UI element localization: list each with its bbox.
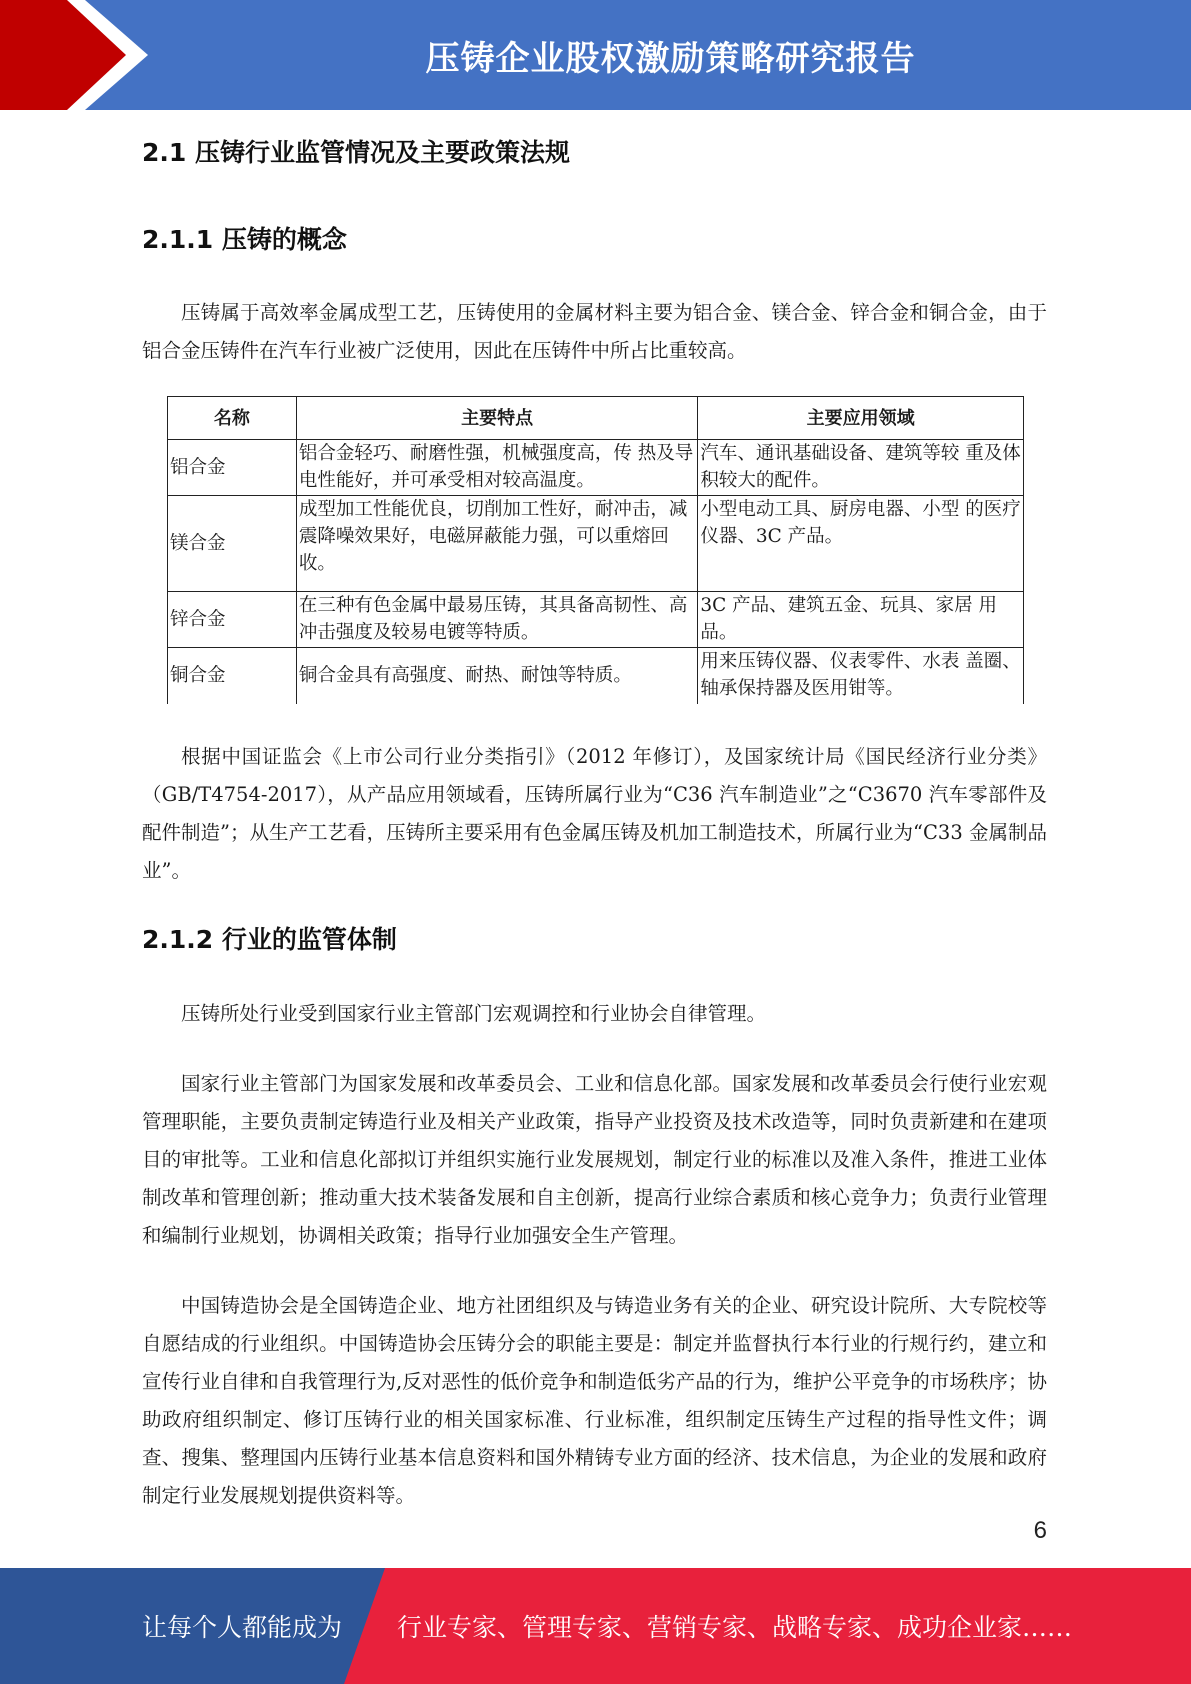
alloy-name-cell: 锌合金: [168, 592, 297, 648]
table-row: [168, 592, 1024, 648]
table-header-cell: 主要应用领域: [698, 397, 1024, 440]
regulation-paragraph-1: 压铸所处行业受到国家行业主管部门宏观调控和行业协会自律管理。: [181, 1002, 767, 1025]
application-cell: 小型电动工具、厨房电器、小型 的医疗仪器、3C 产品。: [698, 496, 1024, 592]
alloy-name-cell: 镁合金: [168, 496, 297, 592]
alloy-name-cell: 铜合金: [168, 648, 297, 704]
table-row: [168, 440, 1024, 496]
chevron-arrow-icon: [0, 0, 160, 110]
table-header-row: [168, 397, 1024, 440]
application-cell: 用来压铸仪器、仪表零件、水表 盖圈、轴承保持器及医用钳等。: [698, 648, 1024, 704]
subsection-heading-regulation: 2.1.2 行业的监管体制: [142, 925, 397, 954]
classification-paragraph: 根据中国证监会《上市公司行业分类指引》（2012 年修订），及国家统计局《国民经济行业分类》（GB/T4754-2017），从产品应用领域看，压铸所属行业为“C36 汽车制造业”之“C3670 汽车零部件及配件制造”；从生产工艺看，压铸所主要采用有色金属压铸及机加工制造技术，所属行业为“C33 金属制品业”。: [142, 745, 1047, 882]
footer-slogan-left: 让每个人都能成为: [142, 1613, 343, 1642]
section-heading: 2.1 压铸行业监管情况及主要政策法规: [142, 138, 570, 167]
page-number: 6: [1033, 1517, 1047, 1544]
footer-slogan-right: 行业专家、管理专家、营销专家、战略专家、成功企业家……: [397, 1613, 1073, 1642]
alloy-feature-table: [167, 396, 1024, 704]
application-cell: 汽车、通讯基础设备、建筑等较 重及体积较大的配件。: [698, 440, 1024, 496]
footer-banner: [0, 1568, 1191, 1684]
regulation-paragraph-3: 中国铸造协会是全国铸造企业、地方社团组织及与铸造业务有关的企业、研究设计院所、大专院校等自愿结成的行业组织。中国铸造协会压铸分会的职能主要是：制定并监督执行本行业的行规行约，建立和宣传行业自律和自我管理行为,反对恶性的低价竞争和制造低劣产品的行为，维护公平竞争的市场秩序；协助政府组织制定、修订压铸行业的相关国家标准、行业标准，组织制定压铸生产过程的指导性文件；调查、搜集、整理国内压铸行业基本信息资料和国外精铸专业方面的经济、技术信息，为企业的发展和政府制定行业发展规划提供资料等。: [142, 1294, 1047, 1507]
table-row: [168, 648, 1024, 704]
alloy-name-cell: 铝合金: [168, 440, 297, 496]
table-row: [168, 496, 1024, 592]
header-banner: [0, 0, 1191, 110]
feature-cell: 铜合金具有高强度、耐热、耐蚀等特质。: [296, 648, 698, 704]
intro-paragraph: 压铸属于高效率金属成型工艺，压铸使用的金属材料主要为铝合金、镁合金、锌合金和铜合金，由于铝合金压铸件在汽车行业被广泛使用，因此在压铸件中所占比重较高。: [142, 301, 1047, 362]
subsection-heading-concept: 2.1.1 压铸的概念: [142, 225, 347, 254]
feature-cell: 成型加工性能优良，切削加工性好，耐冲击，减震降噪效果好，电磁屏蔽能力强，可以重熔回收。: [296, 496, 698, 592]
regulation-paragraph-2: 国家行业主管部门为国家发展和改革委员会、工业和信息化部。国家发展和改革委员会行使行业宏观管理职能，主要负责制定铸造行业及相关产业政策，指导产业投资及技术改造等，同时负责新建和在建项目的审批等。工业和信息化部拟订并组织实施行业发展规划，制定行业的标准以及准入条件，推进工业体制改革和管理创新；推动重大技术装备发展和自主创新，提高行业综合素质和核心竞争力；负责行业管理和编制行业规划，协调相关政策；指导行业加强安全生产管理。: [142, 1072, 1047, 1247]
report-title: 压铸企业股权激励策略研究报告: [425, 38, 916, 79]
table-header-cell: 名称: [168, 397, 297, 440]
table-header-cell: 主要特点: [296, 397, 698, 440]
feature-cell: 铝合金轻巧、耐磨性强，机械强度高，传 热及导电性能好，并可承受相对较高温度。: [296, 440, 698, 496]
feature-cell: 在三种有色金属中最易压铸，其具备高韧性、高冲击强度及较易电镀等特质。: [296, 592, 698, 648]
application-cell: 3C 产品、建筑五金、玩具、家居 用品。: [698, 592, 1024, 648]
